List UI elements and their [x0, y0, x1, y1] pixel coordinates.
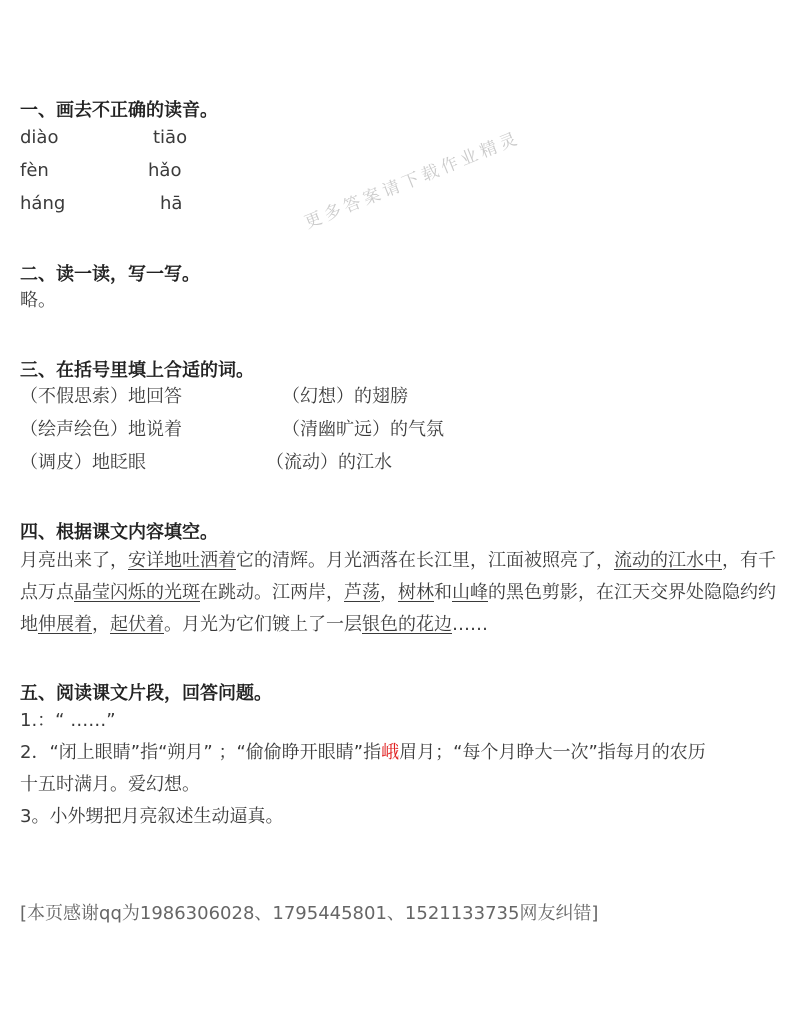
- text: 在跳动。江两岸，: [200, 582, 344, 603]
- text: ，有千: [722, 550, 776, 571]
- fill-right-3: （流动）的江水: [266, 452, 392, 473]
- section-1-title: 一、画去不正确的读音。: [20, 100, 218, 121]
- section-3-title: 三、在括号里填上合适的词。: [20, 360, 254, 381]
- text: 眉月；“每个月睁大一次”指每月的农历: [399, 742, 706, 763]
- pinyin-2a: fèn: [20, 160, 49, 181]
- pinyin-3b: hā: [160, 193, 183, 214]
- text: ，: [92, 614, 110, 635]
- answer-blank: 晶莹闪烁的光斑: [74, 582, 200, 603]
- pinyin-2b: hǎo: [148, 160, 182, 181]
- passage-line-3: [20, 609, 488, 641]
- highlight-char: 峨: [381, 742, 400, 763]
- fill-right-1: （幻想）的翅膀: [282, 386, 408, 407]
- text: 2．“闭上眼睛”指“朔月” ；“偷偷睁开眼睛”指: [20, 742, 382, 763]
- text: 它的清辉。月光洒落在长江里，江面被照亮了，: [236, 550, 614, 571]
- answer-1: 1.：“ ……”: [20, 710, 116, 731]
- text: 和: [434, 582, 452, 603]
- answer-2-cont: 十五时满月。爱幻想。: [20, 774, 200, 795]
- text: 月亮出来了，: [20, 550, 128, 571]
- text: 。月光为它们镀上了一层: [164, 614, 362, 635]
- credits-footer: [本页感谢qq为1986306028、1795445801、1521133735网友纠错]: [20, 903, 599, 924]
- section-5-title: 五、阅读课文片段，回答问题。: [20, 683, 272, 704]
- text: ……: [452, 614, 488, 635]
- answer-blank: 流动的江水中: [614, 550, 722, 571]
- fill-left-2: （绘声绘色）地说着: [20, 419, 182, 440]
- section-2-title: 二、读一读，写一写。: [20, 264, 200, 285]
- answer-blank: 伸展着: [38, 614, 92, 635]
- pinyin-3a: háng: [20, 193, 66, 214]
- pinyin-1b: tiāo: [153, 127, 188, 148]
- answer-2: [20, 737, 706, 769]
- passage-line-1: [20, 545, 776, 577]
- section-2-body: 略。: [20, 290, 56, 311]
- passage-line-2: [20, 577, 776, 609]
- answer-blank: 芦荡: [344, 582, 380, 603]
- text: 地: [20, 614, 38, 635]
- fill-left-3: （调皮）地眨眼: [20, 452, 146, 473]
- text: 点万点: [20, 582, 74, 603]
- watermark-text: 更多答案请下载作业精灵: [301, 128, 524, 234]
- answer-blank: 安详地吐洒着: [128, 550, 236, 571]
- fill-right-2: （清幽旷远）的气氛: [282, 419, 444, 440]
- answer-3: 3。小外甥把月亮叙述生动逼真。: [20, 806, 284, 827]
- answer-blank: 山峰: [452, 582, 488, 603]
- answer-blank: 银色的花边: [362, 614, 452, 635]
- text: 的黑色剪影，在江天交界处隐隐约约: [488, 582, 776, 603]
- fill-left-1: （不假思索）地回答: [20, 386, 182, 407]
- pinyin-1a: diào: [20, 127, 59, 148]
- answer-blank: 起伏着: [110, 614, 164, 635]
- section-4-title: 四、根据课文内容填空。: [20, 522, 218, 543]
- text: ，: [380, 582, 398, 603]
- answer-blank: 树林: [398, 582, 434, 603]
